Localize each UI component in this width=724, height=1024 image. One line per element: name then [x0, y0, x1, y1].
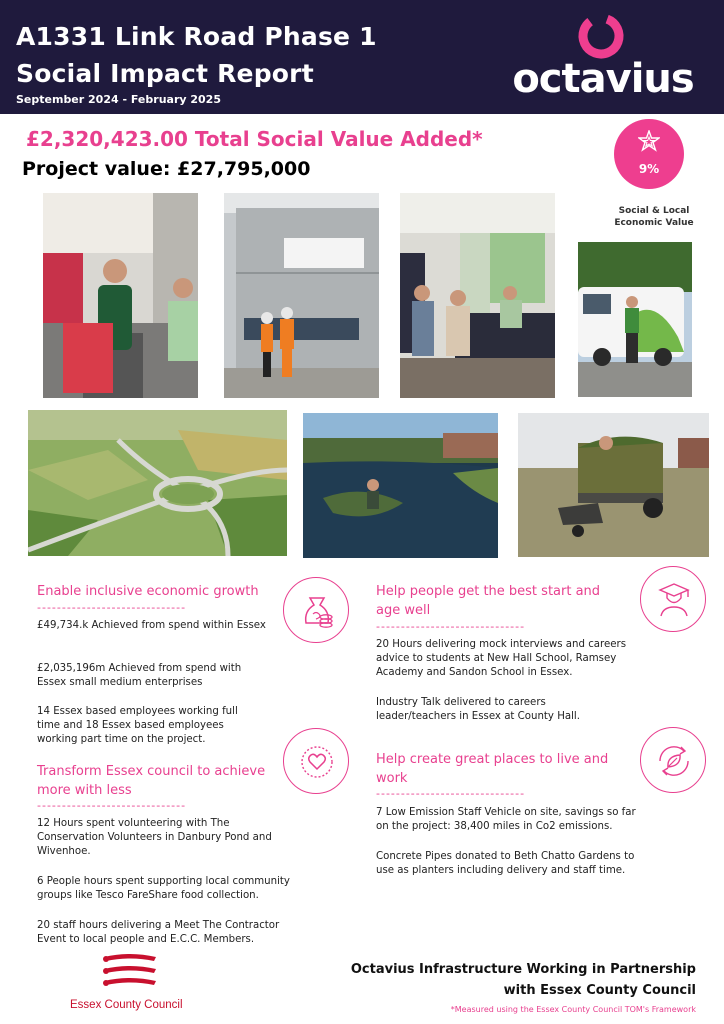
heart-icon — [284, 729, 350, 795]
start-divider: ------------------------------ — [376, 620, 526, 633]
transform-stat-2: 6 People hours spent supporting local community groups like Tesco FareShare food collection. — [37, 876, 290, 901]
partnership-line2: with Essex County Council — [503, 983, 696, 998]
places-heading: Help create great places to live and work — [376, 752, 609, 786]
money-bag-icon — [284, 578, 350, 644]
partnership-line1: Octavius Infrastructure Working in Partnership — [350, 962, 696, 977]
site-cabin-visit-photo — [224, 193, 379, 398]
total-social-value: £2,320,423.00 Total Social Value Added* — [26, 127, 483, 151]
leaf-cycle-icon — [641, 728, 707, 794]
transform-stat-1: 12 Hours spent volunteering with The Conservation Volunteers in Danbury Pond and Wivenhoe. — [37, 818, 272, 857]
start-stat-2: Industry Talk delivered to careers leader/teachers in Essex at County Hall. — [376, 697, 580, 722]
graduate-icon-circle — [640, 566, 706, 632]
growth-stat-2: £2,035,196m Achieved from spend with Essex small medium enterprises — [37, 663, 242, 688]
money-bag-icon-circle — [283, 577, 349, 643]
start-heading: Help people get the best start and age well — [376, 584, 601, 618]
growth-stat-3: 14 Essex based employees working full time and 18 Essex based employees working part time on the project. — [37, 706, 238, 745]
tom-framework-footnote: *Measured using the Essex County Council TOM's Framework — [450, 1005, 696, 1014]
growth-stat-1: £49,734.k Achieved from spend within Essex — [37, 620, 266, 631]
project-value: Project value: £27,795,000 — [22, 158, 311, 180]
transform-divider: ------------------------------ — [37, 799, 187, 812]
careers-event-photo — [400, 193, 555, 398]
badge-percentage: 9% — [638, 162, 660, 176]
places-stat-1: 7 Low Emission Staff Vehicle on site, savings so far on the project: 38,400 miles in Co2 emissions. — [376, 807, 636, 832]
council-name: Essex County Council — [70, 999, 183, 1011]
staff-van-photo — [578, 242, 692, 397]
report-title-line1: A1331 Link Road Phase 1 — [16, 22, 377, 51]
transform-stat-3: 20 staff hours delivering a Meet The Contractor Event to local people and E.C.C. Members. — [37, 920, 280, 945]
foodbank-volunteers-photo — [43, 193, 198, 398]
heart-icon-circle — [283, 728, 349, 794]
leaf-cycle-icon-circle — [640, 727, 706, 793]
essex-council-crest-icon — [100, 953, 160, 997]
roundabout-aerial-render — [28, 410, 287, 556]
social-value-badge — [614, 119, 684, 189]
graduate-icon — [641, 567, 707, 633]
places-stat-2: Concrete Pipes donated to Beth Chatto Gardens to use as planters including delivery and staff time. — [376, 851, 635, 876]
header-banner — [0, 0, 724, 114]
pond-clearing-photo — [303, 413, 498, 558]
places-divider: ------------------------------ — [376, 787, 526, 800]
octavius-wordmark: octavius — [512, 56, 694, 102]
transform-heading: Transform Essex council to achieve more with less — [37, 764, 266, 798]
date-range: September 2024 - February 2025 — [16, 93, 221, 106]
trailer-clearing-photo — [518, 413, 709, 557]
growth-heading: Enable inclusive economic growth — [37, 584, 259, 599]
stars-icon — [638, 130, 660, 154]
badge-label: Social & Local Economic Value — [614, 206, 694, 228]
start-stat-1: 20 Hours delivering mock interviews and careers advice to students at New Hall School, Ramsey Academy and Sandon School in Essex. — [376, 639, 627, 678]
growth-divider: ------------------------------ — [37, 601, 187, 614]
report-title-line2: Social Impact Report — [16, 59, 314, 88]
